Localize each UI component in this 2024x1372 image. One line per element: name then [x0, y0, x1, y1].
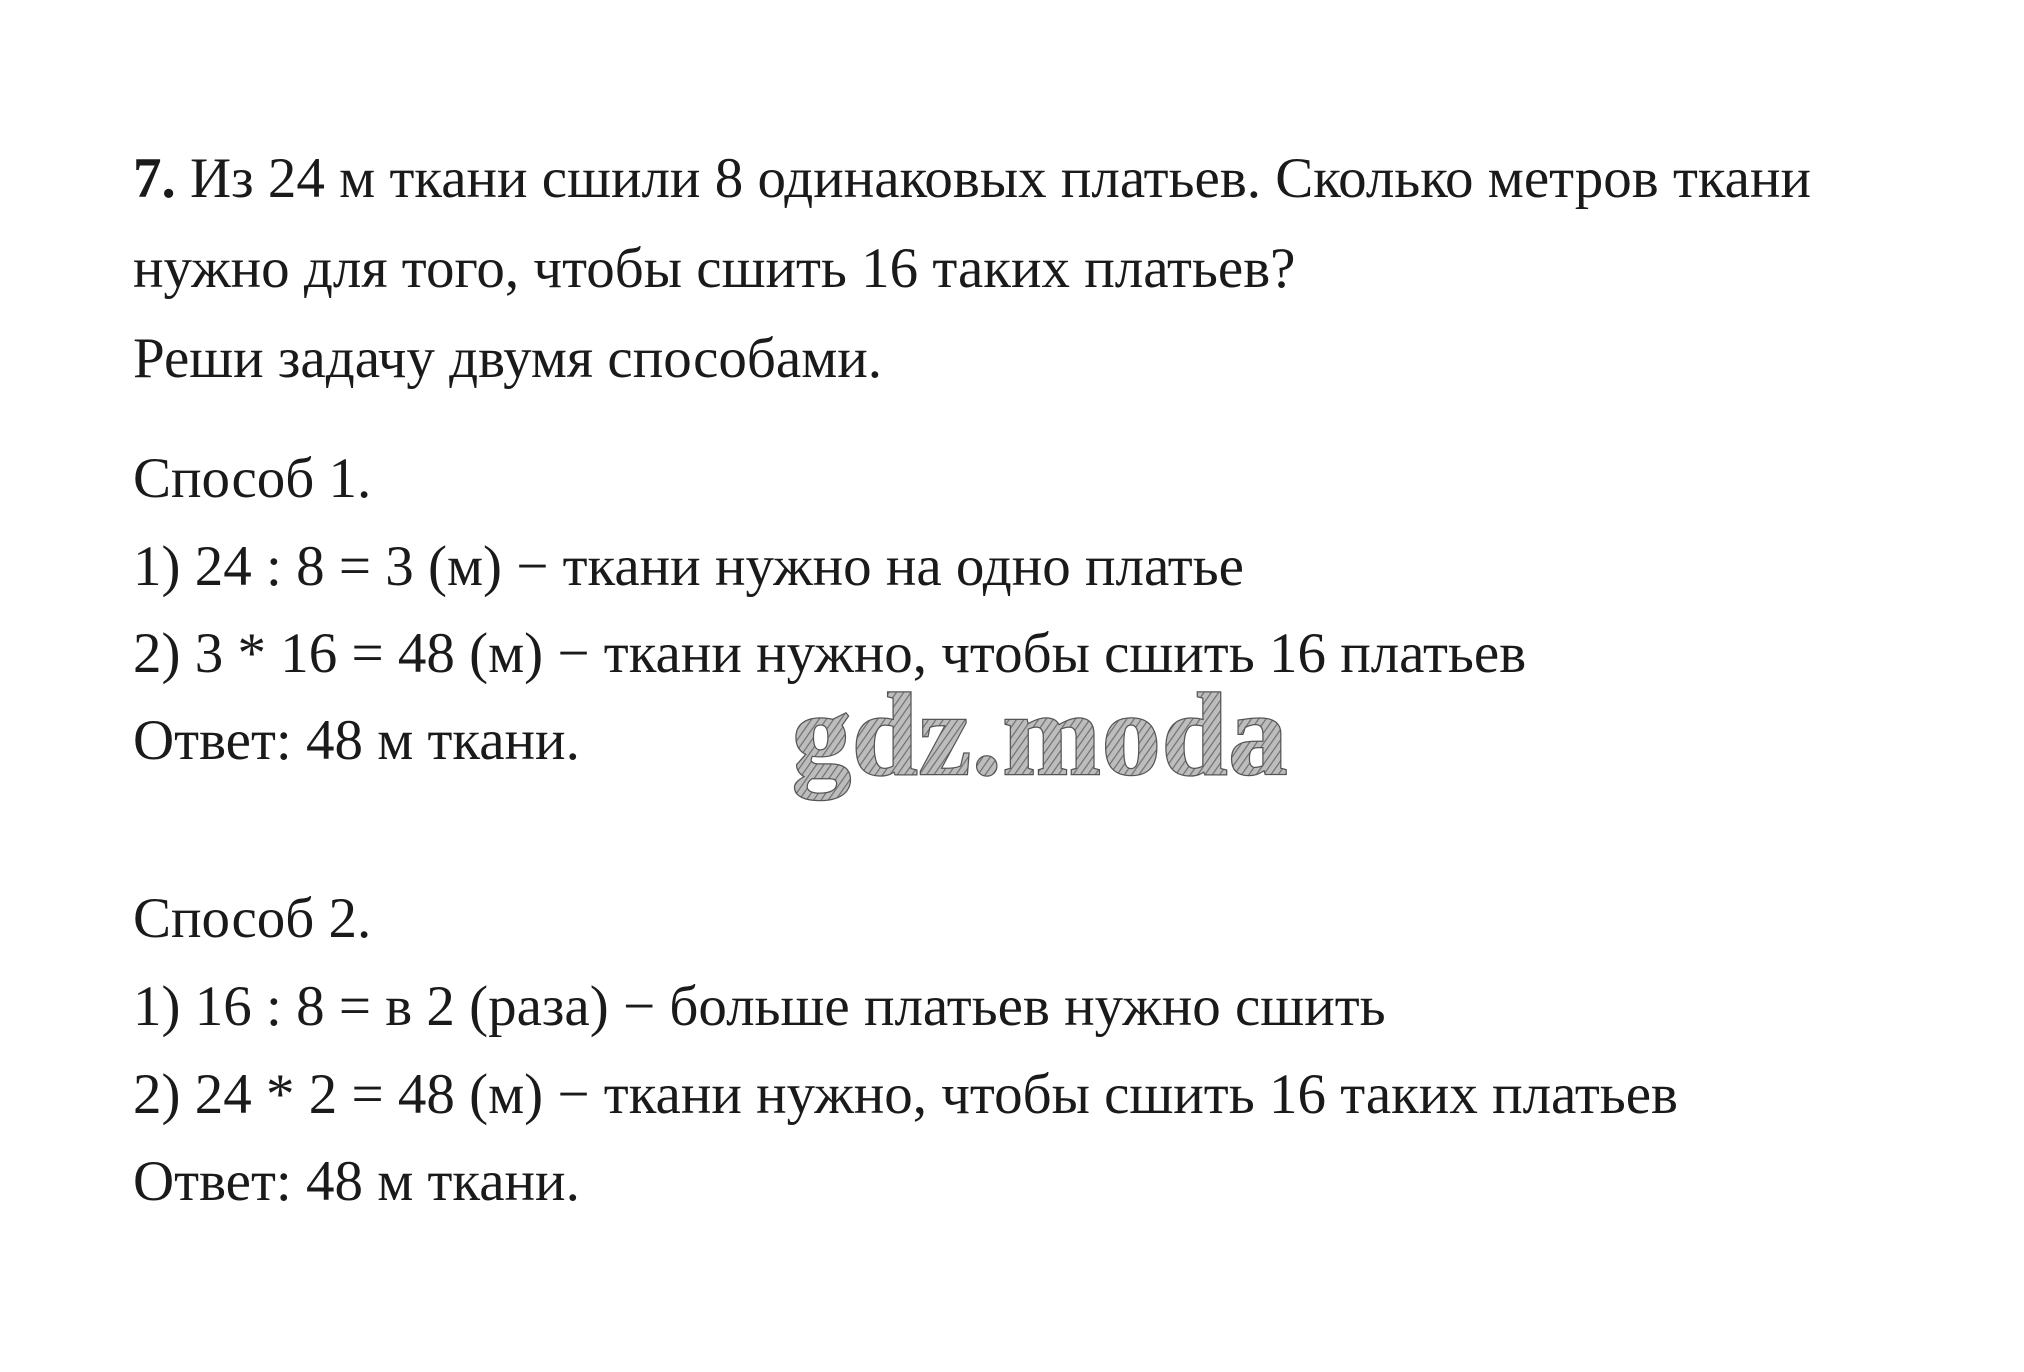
- problem-line-2: нужно для того, чтобы сшить 16 таких платьев?: [133, 237, 1296, 300]
- problem-text-1: Из 24 м ткани сшили 8 одинаковых платьев. Сколько метров ткани: [190, 147, 1811, 210]
- method-1-step-1: 1) 24 : 8 = 3 (м) − ткани нужно на одно платье: [133, 535, 1244, 598]
- problem-line-1: [133, 147, 1811, 210]
- method-1-title: Способ 1.: [133, 447, 372, 510]
- method-2-step-1: 1) 16 : 8 = в 2 (раза) − больше платьев нужно сшить: [133, 975, 1386, 1038]
- watermark-text: gdz.moda: [792, 674, 1289, 800]
- method-2-step-2: 2) 24 * 2 = 48 (м) − ткани нужно, чтобы сшить 16 таких платьев: [133, 1063, 1678, 1126]
- method-2-answer: Ответ: 48 м ткани.: [133, 1150, 580, 1213]
- watermark-logo: [784, 674, 1364, 814]
- task-number: 7.: [133, 147, 176, 210]
- method-2-title: Способ 2.: [133, 887, 372, 950]
- method-1-step-2: 2) 3 * 16 = 48 (м) − ткани нужно, чтобы сшить 16 платьев: [133, 622, 1527, 685]
- method-1-answer: Ответ: 48 м ткани.: [133, 709, 580, 772]
- problem-instruction: Реши задачу двумя способами.: [133, 327, 883, 390]
